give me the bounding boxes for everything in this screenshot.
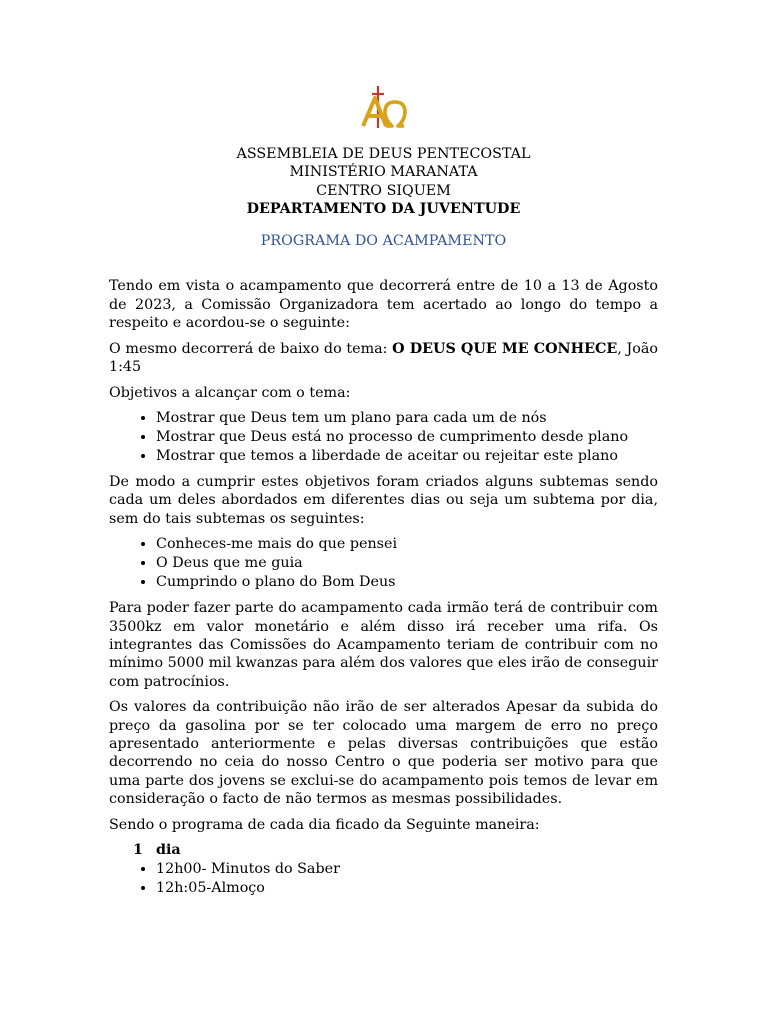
objectives-list bbox=[109, 409, 658, 466]
list-item: • Mostrar que Deus está no processo de cumprimento desde plano bbox=[156, 428, 658, 447]
theme-suffix: , João 1:45 bbox=[109, 340, 658, 376]
schedule-intro: Sendo o programa de cada dia ficado da Seguinte maneira: bbox=[109, 816, 540, 833]
contribution-paragraph: Para poder fazer parte do acampamento cada irmão terá de contribuir com 3500kz em valor monetário e além disso irá receber uma rifa. Os integrantes das Comissões do Acampamento teriam de contribuir com no mínimo 5000 mil kwanzas para além dos valores que eles irão de conseguir com patrocínios. bbox=[109, 600, 658, 690]
header-ministry: MINISTÉRIO MARANATA bbox=[289, 164, 478, 181]
subthemes-list bbox=[109, 535, 658, 592]
document-header bbox=[109, 145, 658, 218]
theme-paragraph bbox=[109, 340, 658, 377]
day-heading bbox=[109, 841, 658, 860]
header-center: CENTRO SIQUEM bbox=[316, 182, 451, 199]
header-church-name: ASSEMBLEIA DE DEUS PENTECOSTAL bbox=[236, 146, 531, 162]
list-item: • Mostrar que temos a liberdade de aceitar ou rejeitar este plano bbox=[156, 447, 658, 466]
theme-prefix: O mesmo decorrerá de baixo do tema: bbox=[109, 340, 393, 357]
list-item: • 12h:05-Almoço bbox=[156, 879, 658, 898]
program-title: PROGRAMA DO ACAMPAMENTO bbox=[260, 233, 507, 250]
theme-title: O DEUS QUE ME CONHECE bbox=[392, 340, 618, 357]
alpha-omega-cross-logo bbox=[359, 84, 409, 134]
day1-schedule-list bbox=[109, 860, 658, 898]
list-item: • Conheces-me mais do que pensei bbox=[156, 535, 658, 554]
intro-paragraph: Tendo em vista o acampamento que decorrerá entre de 10 a 13 de Agosto de 2023, a Comissão Organizadora tem acertado ao longo do tempo a respeito e acordou-se o seguinte: bbox=[109, 278, 658, 332]
day-number: 1 bbox=[133, 842, 143, 859]
day-label: dia bbox=[156, 842, 181, 859]
values-paragraph: Os valores da contribuição não irão de ser alterados Apesar da subida do preço da gasolina por se ter colocado uma margem de erro no preço apresentado anteriormente e pelas diversas contribuições que estão decorrendo no ceia do nosso Centro o que poderia ser motivo para que uma parte dos jovens se exclui-se do acampamento pois temos de levar em consideração o facto de não termos as mesmas possibilidades. bbox=[109, 699, 658, 808]
objectives-intro: Objetivos a alcançar com o tema: bbox=[109, 384, 351, 401]
document-page bbox=[109, 84, 658, 905]
list-item: • O Deus que me guia bbox=[156, 554, 658, 573]
list-item: • Mostrar que Deus tem um plano para cada um de nós bbox=[156, 409, 658, 428]
list-item: • Cumprindo o plano do Bom Deus bbox=[156, 573, 658, 592]
list-item: • 12h00- Minutos do Saber bbox=[156, 860, 658, 879]
subthemes-intro: De modo a cumprir estes objetivos foram criados alguns subtemas sendo cada um deles abordados em diferentes dias ou seja um subtema por dia, sem do tais subtemas os seguintes: bbox=[109, 473, 658, 527]
header-department: DEPARTAMENTO DA JUVENTUDE bbox=[246, 200, 521, 217]
